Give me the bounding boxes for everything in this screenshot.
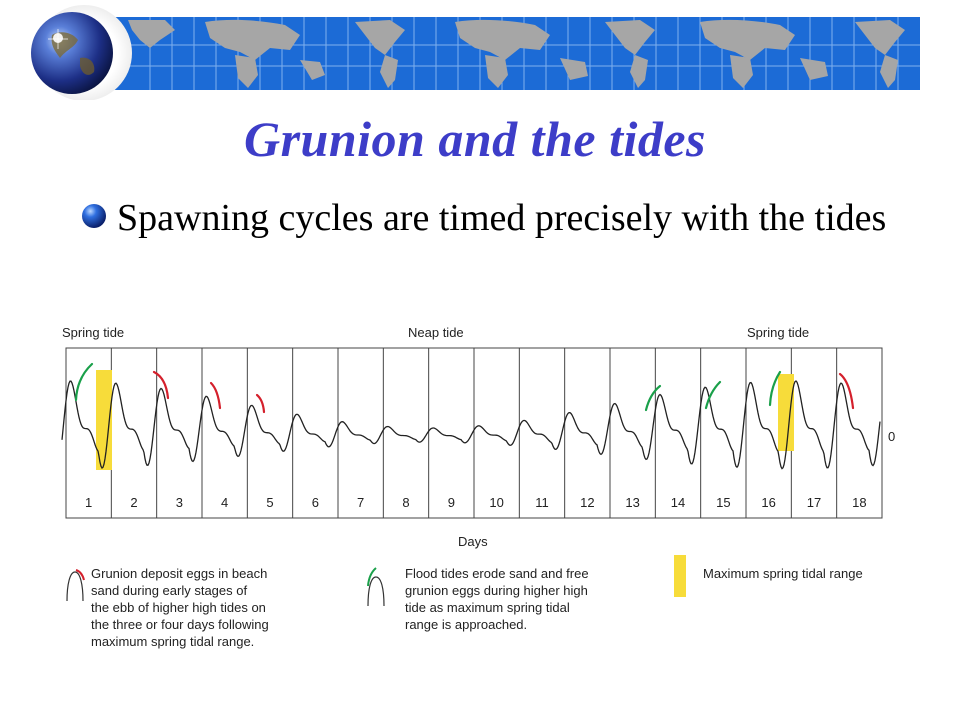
day-number-17: 17 [806, 495, 822, 510]
day-number-6: 6 [311, 495, 319, 510]
legend-flood-text [405, 566, 589, 632]
tide-diagram [0, 300, 960, 720]
days-axis-label: Days [458, 534, 488, 549]
day-dividers [111, 348, 836, 518]
legend-max-range [674, 555, 863, 597]
legend-line: Flood tides erode sand and free [405, 566, 589, 581]
bullet-text: Spawning cycles are timed precisely with the tides [117, 197, 887, 239]
day-number-1: 1 [85, 495, 93, 510]
red-mark-day-2 [154, 372, 168, 398]
legend-line: the three or four days following [91, 617, 269, 632]
legend-line: maximum spring tidal range. [91, 634, 255, 649]
slide-title: Grunion and the tides [243, 111, 706, 167]
day-number-8: 8 [402, 495, 410, 510]
legend-yellow-swatch [674, 555, 686, 597]
label-neap-tide: Neap tide [408, 325, 464, 340]
day-number-10: 10 [489, 495, 504, 510]
day-number-15: 15 [716, 495, 731, 510]
day-number-16: 16 [761, 495, 776, 510]
day-number-18: 18 [852, 495, 867, 510]
legend-tide-bump-icon [67, 572, 83, 601]
world-map-banner [92, 17, 920, 90]
day-number-12: 12 [580, 495, 595, 510]
legend-max-range-text [703, 566, 863, 581]
legend-line: grunion eggs during higher high [405, 583, 588, 598]
tide-curve [62, 381, 880, 469]
spawning-marks [154, 372, 853, 412]
flood-tide-marks [76, 364, 780, 410]
zero-label: 0 [888, 429, 896, 444]
max-range-bar-day-16 [778, 374, 794, 451]
legend-tide-bump-icon [368, 577, 384, 606]
legend-line: tide as maximum spring tidal [405, 600, 570, 615]
bullet-sphere-icon [81, 203, 107, 229]
day-number-5: 5 [266, 495, 274, 510]
legend-spawning [67, 566, 269, 649]
day-number-3: 3 [175, 495, 183, 510]
red-mark-day-4 [257, 395, 264, 412]
green-mark-day-1 [76, 364, 92, 400]
globe-icon [31, 5, 132, 100]
day-number-11: 11 [535, 495, 549, 510]
day-number-2: 2 [130, 495, 138, 510]
legend-line: the ebb of higher high tides on [91, 600, 266, 615]
header-banner [0, 0, 960, 100]
day-number-14: 14 [670, 495, 686, 510]
day-number-4: 4 [221, 495, 229, 510]
red-mark-day-3 [211, 383, 220, 408]
legend-line: Grunion deposit eggs in beach [91, 566, 268, 581]
day-number-7: 7 [357, 495, 365, 510]
label-spring-tide-right: Spring tide [747, 325, 810, 340]
legend-line: Maximum spring tidal range [703, 566, 863, 581]
day-number-13: 13 [625, 495, 640, 510]
legend-spawning-text [91, 566, 269, 649]
label-spring-tide-left: Spring tide [62, 325, 125, 340]
legend-line: sand during early stages of [91, 583, 248, 598]
legend-line: range is approached. [405, 617, 528, 632]
legend-flood [368, 566, 589, 632]
day-number-9: 9 [447, 495, 455, 510]
